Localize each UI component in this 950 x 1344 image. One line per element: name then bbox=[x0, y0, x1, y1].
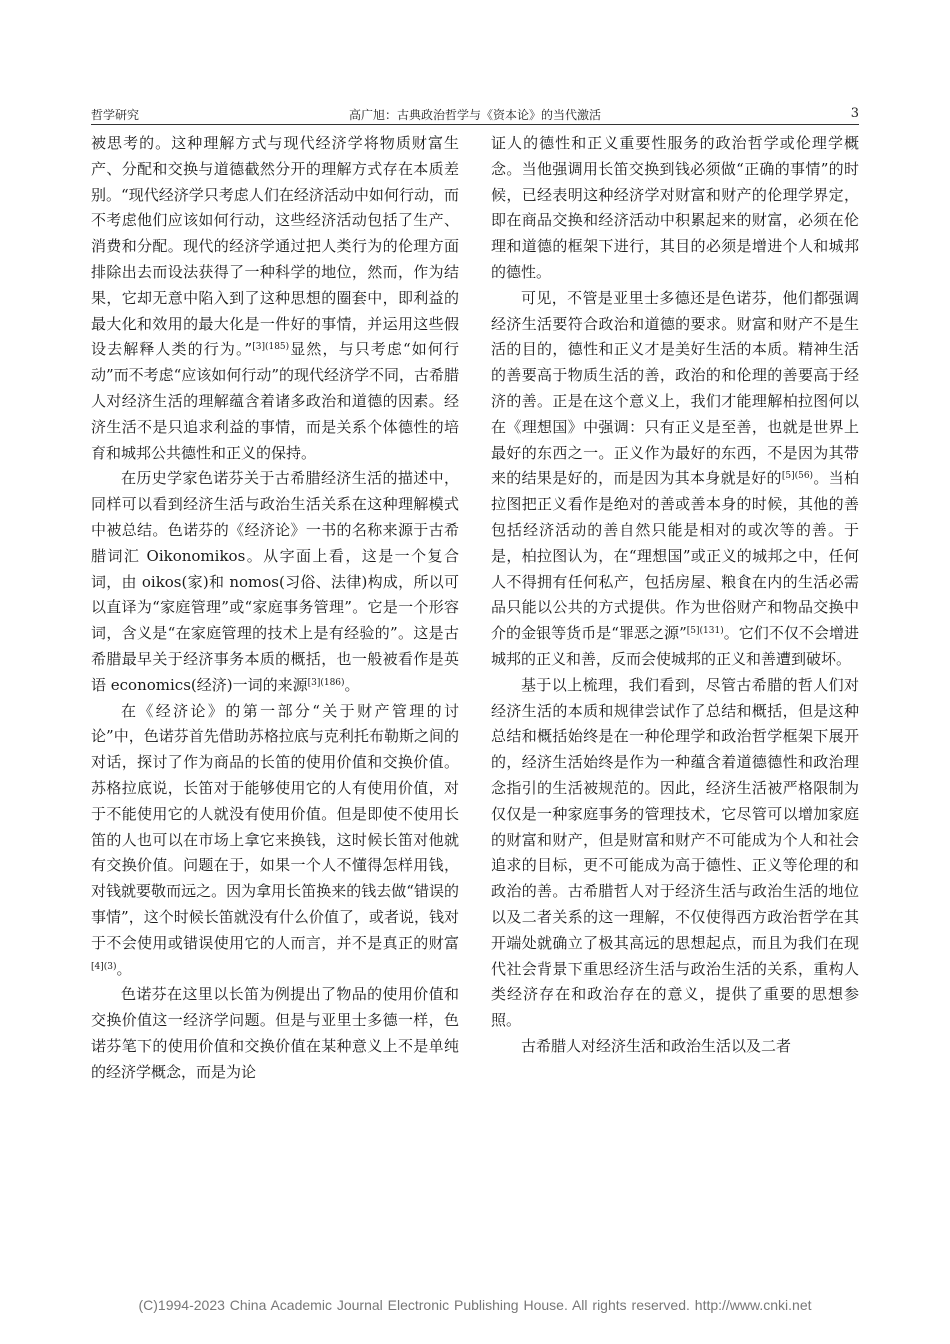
paragraph: 在历史学家色诺芬关于古希腊经济生活的描述中，同样可以看到经济生活与政治生活关系在这种理解模式中被总结。色诺芬的《经济论》一书的名称来源于古希腊词汇 Oikonomikos。从字面上看，这是一个复合词，由 oikos(家)和 nomos(习俗、法律)构成，所以可以直译为“家庭管理”或“家庭事务管理”。它是一个形容词，含义是“在家庭管理的技术上是有经验的”。这是古希腊最早关于经济事务本质的概括，也一般被看作是英语 economics(经济)一词的来源$^{[3](186)}$。 bbox=[91, 469, 459, 694]
paragraph: 在《经济论》的第一部分“关于财产管理的讨论”中，色诺芬首先借助苏格拉底与克利托布勒斯之间的对话，探讨了作为商品的长笛的使用价值和交换价值。苏格拉底说，长笛对于能够使用它的人有使用价值，对于不能使用它的人就没有使用价值。但是即使不使用长笛的人也可以在市场上拿它来换钱，这时候长笛对他就有交换价值。问题在于，如果一个人不懂得怎样用钱，对钱就要敬而远之。因为拿用长笛换来的钱去做“错误的事情”，这个时候长笛就没有什么价值了，或者说，钱对于不会使用或错误使用它的人而言，并不是真正的财富$^{[4](3)}$。 bbox=[91, 701, 459, 978]
citation: [3](185) bbox=[252, 342, 290, 353]
running-title: 高广旭：古典政治哲学与《资本论》的当代激活 bbox=[348, 108, 601, 122]
paragraph: 可见，不管是亚里士多德还是色诺芬，他们都强调经济生活要符合政治和道德的要求。财富和财产不是生活的目的，德性和正义才是美好生活的本质。精神生活的善要高于物质生活的善，政治的和伦理的善要高于经济的善。正是在这个意义上，我们才能理解柏拉图何以在《理想国》中强调：只有正义是至善，也就是世界上最好的东西之一。正义作为最好的东西，不是因为其带来的结果是好的，而是因为其本身就是好的$^{[5](56)}$。当柏拉图把正义看作是绝对的善或善本身的时候，其他的善包括经济活动的善自然只能是相对的或次等的善。于是，柏拉图认为，在“理想国”或正义的城邦之中，任何人不得拥有任何私产，包括房屋、粮食在内的生活必需品只能以公共的方式提供。作为世俗财产和物品交换中介的金银等货币是“罪恶之源”$^{[5](131)}$。它们不仅不会增进城邦的正义和善，反而会使城邦的正义和善遭到破坏。 bbox=[491, 288, 859, 668]
header-rule bbox=[91, 124, 859, 125]
paragraph: 证人的德性和正义重要性服务的政治哲学或伦理学概念。当他强调用长笛交换到钱必须做“正确的事情”的时候，已经表明这种经济学对财富和财产的伦理学界定，即在商品交换和经济活动中积累起来的财富，必须在伦理和道德的框架下进行，其目的必须是增进个人和城邦的德性。 bbox=[491, 134, 859, 281]
paragraph: 基于以上梳理，我们看到，尽管古希腊的哲人们对经济生活的本质和规律尝试作了总结和概括，但是这种总结和概括始终是在一种伦理学和政治哲学框架下展开的，经济生活始终是作为一种蕴含着道德德性和政治理念指引的生活被规范的。因此，经济生活被严格限制为仅仅是一种家庭事务的管理技术，它尽管可以增加家庭的财富和财产，但是财富和财产不可能成为个人和社会追求的目标，更不可能成为高于德性、正义等伦理的和政治的善。古希腊哲人对于经济生活与政治生活的地位以及二者关系的这一理解，不仅使得西方政治哲学在其开端处就确立了极其高远的思想起点，而且为我们在现代社会背景下重思经济生活与政治生活的关系，重构人类经济存在和政治存在的意义，提供了重要的思想参照。 bbox=[491, 675, 859, 1030]
citation: [5](131) bbox=[686, 626, 724, 637]
citation: [5](56) bbox=[781, 471, 814, 482]
copyright-footer: (C)1994-2023 China Academic Journal Electronic Publishing House. All rights reserved. http://www.cnki.net bbox=[138, 1297, 812, 1313]
journal-name: 哲学研究 bbox=[91, 108, 140, 122]
paragraph: 古希腊人对经济生活和政治生活以及二者 bbox=[521, 1036, 792, 1055]
citation: [3](186) bbox=[307, 677, 345, 688]
page-number: 3 bbox=[850, 106, 859, 121]
right-column bbox=[491, 131, 859, 1060]
paragraph: 色诺芬在这里以长笛为例提出了物品的使用价值和交换价值这一经济学问题。但是与亚里士多德一样，色诺芬笔下的使用价值和交换价值在某种意义上不是单纯的经济学概念，而是为论 bbox=[91, 985, 459, 1081]
left-column bbox=[91, 131, 459, 1085]
paragraph: 被思考的。这种理解方式与现代经济学将物质财富生产、分配和交换与道德截然分开的理解方式存在本质差别。“现代经济学只考虑人们在经济活动中如何行动，而不考虑他们应该如何行动，这些经济活动包括了生产、消费和分配。现代的经济学通过把人类行为的伦理方面排除出去而设法获得了一种科学的地位，然而，作为结果，它却无意中陷入到了这种思想的圈套中，即利益的最大化和效用的最大化是一件好的事情，并运用这些假设去解释人类的行为。”$^{[3](185)}$显然，与只考虑“如何行动”而不考虑“应该如何行动”的现代经济学不同，古希腊人对经济生活的理解蕴含着诸多政治和道德的因素。经济生活不是只追求利益的事情，而是关系个体德性的培育和城邦公共德性和正义的保持。 bbox=[91, 134, 460, 462]
page-header bbox=[91, 106, 859, 126]
citation: [4](3) bbox=[91, 961, 117, 972]
